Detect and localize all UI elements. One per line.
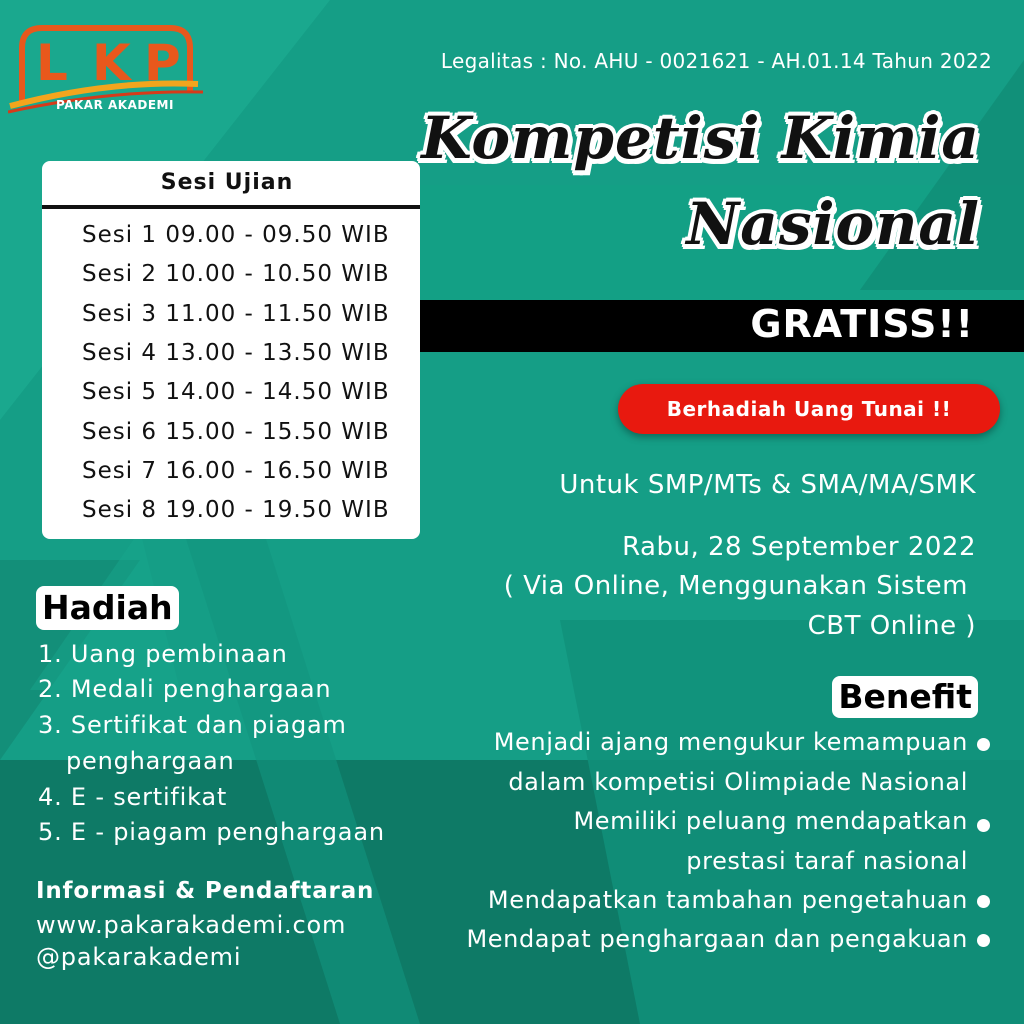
session-row: Sesi 5 14.00 - 14.50 WIB: [82, 379, 390, 405]
title-line-1: Kompetisi Kimia: [421, 104, 980, 172]
session-row: Sesi 6 15.00 - 15.50 WIB: [82, 419, 390, 445]
logo-letter-k: K: [92, 34, 133, 92]
prize-item: penghargaan: [66, 747, 235, 775]
prize-item: 2. Medali penghargaan: [38, 675, 332, 703]
benefit-line: prestasi taraf nasional: [686, 847, 968, 875]
prize-item: 4. E - sertifikat: [38, 783, 228, 811]
contact-instagram-link[interactable]: @pakarakademi: [36, 943, 242, 971]
benefit-heading: Benefit: [832, 676, 978, 718]
session-row: Sesi 1 09.00 - 09.50 WIB: [82, 222, 390, 248]
benefit-line: Mendapatkan tambahan pengetahuan: [487, 886, 968, 914]
prize-badge: Berhadiah Uang Tunai !!: [666, 397, 952, 421]
prize-item: 1. Uang pembinaan: [38, 640, 288, 668]
session-row: Sesi 2 10.00 - 10.50 WIB: [82, 261, 390, 287]
prizes-heading: Hadiah: [36, 586, 179, 630]
bullet-icon: [977, 738, 990, 751]
contact-website-link[interactable]: www.pakarakademi.com: [36, 911, 347, 939]
session-row: Sesi 4 13.00 - 13.50 WIB: [82, 340, 390, 366]
session-row: Sesi 3 11.00 - 11.50 WIB: [82, 301, 390, 327]
title-line-2: Nasional: [686, 190, 980, 258]
benefit-line: Memiliki peluang mendapatkan: [573, 807, 968, 835]
event-mode-line-2: CBT Online ): [807, 611, 976, 641]
prize-item: 5. E - piagam penghargaan: [38, 818, 385, 846]
benefit-line: Mendapat penghargaan dan pengakuan: [466, 925, 968, 953]
free-label: GRATISS!!: [750, 302, 974, 346]
audience-text: Untuk SMP/MTs & SMA/MA/SMK: [559, 470, 976, 500]
logo-subtitle: PAKAR AKADEMI: [56, 98, 174, 112]
logo-letter-l: L: [36, 34, 70, 92]
benefit-line: Menjadi ajang mengukur kemampuan: [493, 728, 968, 756]
bullet-icon: [977, 934, 990, 947]
benefit-line: dalam kompetisi Olimpiade Nasional: [508, 768, 968, 796]
logo-letter-p: P: [144, 34, 183, 92]
session-card-divider: [42, 205, 420, 209]
prize-item: 3. Sertifikat dan piagam: [38, 711, 347, 739]
legal-registration: Legalitas : No. AHU - 0021621 - AH.01.14 Tahun 2022: [440, 49, 992, 73]
session-card-title: Sesi Ujian: [160, 170, 294, 195]
bullet-icon: [977, 895, 990, 908]
contact-heading: Informasi & Pendaftaran: [36, 878, 375, 904]
event-date: Rabu, 28 September 2022: [622, 532, 976, 562]
lkp-logo: [8, 20, 203, 120]
session-row: Sesi 8 19.00 - 19.50 WIB: [82, 497, 390, 523]
event-mode-line-1: ( Via Online, Menggunakan Sistem: [503, 571, 968, 601]
bullet-icon: [977, 819, 990, 832]
session-row: Sesi 7 16.00 - 16.50 WIB: [82, 458, 390, 484]
